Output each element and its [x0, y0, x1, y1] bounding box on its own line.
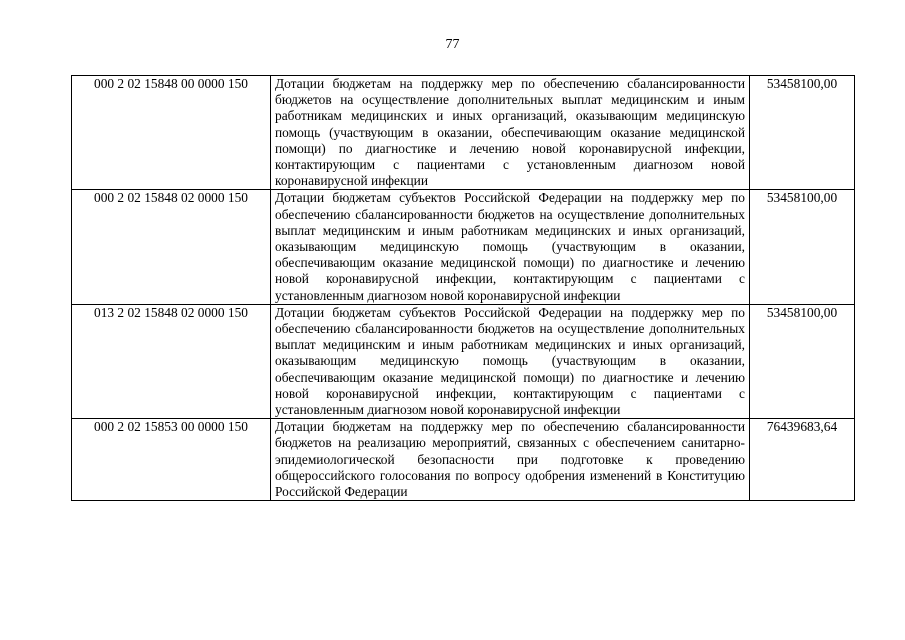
description-cell: Дотации бюджетам субъектов Российской Федерации на поддержку мер по обеспечению сбалансированности бюджетов на осуществление дополнительных выплат медицинским и иным работникам медицинских и иных организаций, оказывающим медицинскую помощь (участвующим в оказании, обеспечивающим оказание медицинской помощи) по диагностике и лечению новой коронавирусной инфекции, контактирующим с пациентами с установленным диагнозом новой коронавирусной инфекции: [271, 190, 750, 304]
page-number: 77: [445, 37, 460, 52]
budget-code-cell: 013 2 02 15848 02 0000 150: [72, 304, 271, 418]
description-cell: Дотации бюджетам на поддержку мер по обеспечению сбалансированности бюджетов на реализацию мероприятий, связанных с обеспечением санитарно-эпидемиологической безопасности при подготовке к проведению общероссийского голосования по вопросу одобрения изменений в Конституцию Российской Федерации: [271, 419, 750, 501]
table-row: [72, 76, 855, 190]
description-cell: Дотации бюджетам на поддержку мер по обеспечению сбалансированности бюджетов на осуществление дополнительных выплат медицинским и иным работникам медицинских и иных организаций, оказывающим медицинскую помощь (участвующим в оказании, обеспечивающим оказание медицинской помощи) по диагностике и лечению новой коронавирусной инфекции, контактирующим с пациентами с установленным диагнозом новой коронавирусной инфекции: [271, 76, 750, 190]
amount-cell: 53458100,00: [750, 76, 855, 190]
amount-cell: 76439683,64: [750, 419, 855, 501]
amount-cell: 53458100,00: [750, 304, 855, 418]
budget-table: [71, 75, 855, 501]
table-row: [72, 190, 855, 304]
budget-code-cell: 000 2 02 15853 00 0000 150: [72, 419, 271, 501]
budget-code-cell: 000 2 02 15848 00 0000 150: [72, 76, 271, 190]
amount-cell: 53458100,00: [750, 190, 855, 304]
budget-code-cell: 000 2 02 15848 02 0000 150: [72, 190, 271, 304]
description-cell: Дотации бюджетам субъектов Российской Федерации на поддержку мер по обеспечению сбалансированности бюджетов на осуществление дополнительных выплат медицинским и иным работникам медицинских и иных организаций, оказывающим медицинскую помощь (участвующим в оказании, обеспечивающим оказание медицинской помощи) по диагностике и лечению новой коронавирусной инфекции, контактирующим с пациентами с установленным диагнозом новой коронавирусной инфекции: [271, 304, 750, 418]
table-row: [72, 419, 855, 501]
table-row: [72, 304, 855, 418]
